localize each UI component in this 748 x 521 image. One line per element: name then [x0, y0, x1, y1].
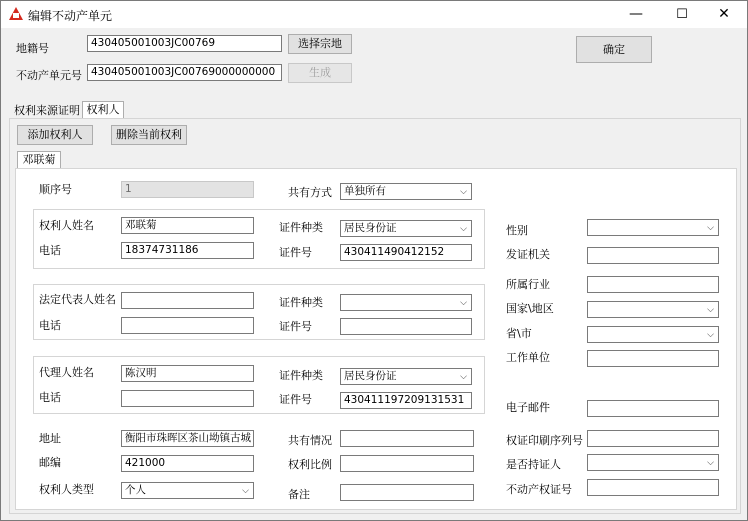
app-logo-icon	[9, 7, 23, 20]
cert-serial-input[interactable]	[587, 430, 719, 447]
agent-idtype-value: 居民身份证	[344, 370, 397, 382]
legal-idtype-label: 证件种类	[279, 296, 323, 309]
tab-person[interactable]: 邓联菊	[17, 151, 61, 169]
holder-idtype-label: 证件种类	[279, 221, 323, 234]
province-label: 省\市	[506, 327, 532, 340]
tab-rights-holder[interactable]: 权利人	[82, 101, 124, 119]
holder-idno-label: 证件号	[279, 246, 312, 259]
unit-label: 不动产单元号	[16, 69, 82, 82]
cert-no-label: 不动产权证号	[506, 483, 572, 496]
holds-cert-select[interactable]	[587, 454, 719, 471]
agent-phone-input[interactable]	[121, 390, 254, 407]
legal-idtype-select[interactable]	[340, 294, 472, 311]
co-own-select[interactable]	[340, 183, 472, 200]
legal-name-label: 法定代表人姓名	[39, 293, 116, 306]
window-title: 编辑不动产单元	[28, 9, 113, 23]
ratio-input[interactable]	[340, 455, 474, 472]
share-info-input[interactable]	[340, 430, 474, 447]
agent-idno-input[interactable]: 430411197209131531	[340, 392, 472, 409]
country-label: 国家\地区	[506, 302, 554, 315]
holder-name-input[interactable]: 邓联菊	[121, 217, 254, 234]
agent-idno-label: 证件号	[279, 393, 312, 406]
confirm-button[interactable]: 确定	[576, 36, 652, 63]
maximize-button[interactable]: ☐	[676, 7, 688, 22]
chevron-down-icon: ⌵	[460, 298, 467, 308]
close-button[interactable]: ✕	[718, 6, 730, 22]
legal-phone-input[interactable]	[121, 317, 254, 334]
postcode-label: 邮编	[39, 456, 61, 469]
legal-idno-input[interactable]	[340, 318, 472, 335]
chevron-down-icon: ⌵	[460, 187, 467, 197]
legal-name-input[interactable]	[121, 292, 254, 309]
holder-idtype-select[interactable]	[340, 220, 472, 237]
email-input[interactable]	[587, 400, 719, 417]
chevron-down-icon: ⌵	[707, 305, 714, 315]
chevron-down-icon: ⌵	[707, 223, 714, 233]
legal-phone-label: 电话	[39, 319, 61, 332]
minimize-button[interactable]: —	[629, 6, 643, 22]
gender-select[interactable]	[587, 219, 719, 236]
holder-idtype-value: 居民身份证	[344, 222, 397, 234]
chevron-down-icon: ⌵	[460, 224, 467, 234]
legal-idno-label: 证件号	[279, 320, 312, 333]
agent-name-input[interactable]: 陈汉明	[121, 365, 254, 382]
parcel-input[interactable]: 430405001003JC00769	[87, 35, 282, 52]
select-parcel-button[interactable]: 选择宗地	[288, 34, 352, 54]
tab-source-proof[interactable]: 权利来源证明	[14, 104, 80, 117]
generate-button[interactable]: 生成	[288, 63, 352, 83]
holder-name-label: 权利人姓名	[39, 219, 94, 232]
holder-type-label: 权利人类型	[39, 483, 94, 496]
cert-no-input[interactable]	[587, 479, 719, 496]
chevron-down-icon: ⌵	[460, 372, 467, 382]
issuer-input[interactable]	[587, 247, 719, 264]
country-select[interactable]	[587, 301, 719, 318]
agent-name-label: 代理人姓名	[39, 366, 94, 379]
holder-type-value: 个人	[125, 484, 146, 496]
agent-idtype-label: 证件种类	[279, 369, 323, 382]
agent-phone-label: 电话	[39, 391, 61, 404]
holder-phone-label: 电话	[39, 244, 61, 257]
address-label: 地址	[39, 432, 61, 445]
holds-cert-label: 是否持证人	[506, 458, 561, 471]
province-select[interactable]	[587, 326, 719, 343]
industry-label: 所属行业	[506, 278, 550, 291]
seq-label: 顺序号	[39, 183, 72, 196]
issuer-label: 发证机关	[506, 248, 550, 261]
holder-phone-input[interactable]: 18374731186	[121, 242, 254, 259]
address-input[interactable]: 衡阳市珠晖区茶山坳镇古城	[121, 430, 254, 447]
employer-input[interactable]	[587, 350, 719, 367]
agent-idtype-select[interactable]	[340, 368, 472, 385]
holder-type-select[interactable]	[121, 482, 254, 499]
employer-label: 工作单位	[506, 351, 550, 364]
co-own-label: 共有方式	[288, 186, 332, 199]
holder-idno-input[interactable]: 430411490412152	[340, 244, 472, 261]
gender-label: 性别	[506, 224, 528, 237]
industry-input[interactable]	[587, 276, 719, 293]
parcel-label: 地籍号	[16, 42, 49, 55]
ratio-label: 权利比例	[288, 458, 332, 471]
title-bar	[1, 1, 747, 28]
remark-input[interactable]	[340, 484, 474, 501]
unit-input[interactable]: 430405001003JC00769000000000	[87, 64, 282, 81]
email-label: 电子邮件	[506, 401, 550, 414]
cert-serial-label: 权证印刷序列号	[506, 434, 583, 447]
chevron-down-icon: ⌵	[242, 486, 249, 496]
chevron-down-icon: ⌵	[707, 330, 714, 340]
co-own-value: 单独所有	[344, 185, 386, 197]
seq-input[interactable]: 1	[121, 181, 254, 198]
postcode-input[interactable]: 421000	[121, 455, 254, 472]
share-info-label: 共有情况	[288, 434, 332, 447]
remark-label: 备注	[288, 488, 310, 501]
add-holder-button[interactable]: 添加权利人	[17, 125, 93, 145]
delete-holder-button[interactable]: 删除当前权利	[111, 125, 187, 145]
chevron-down-icon: ⌵	[707, 458, 714, 468]
